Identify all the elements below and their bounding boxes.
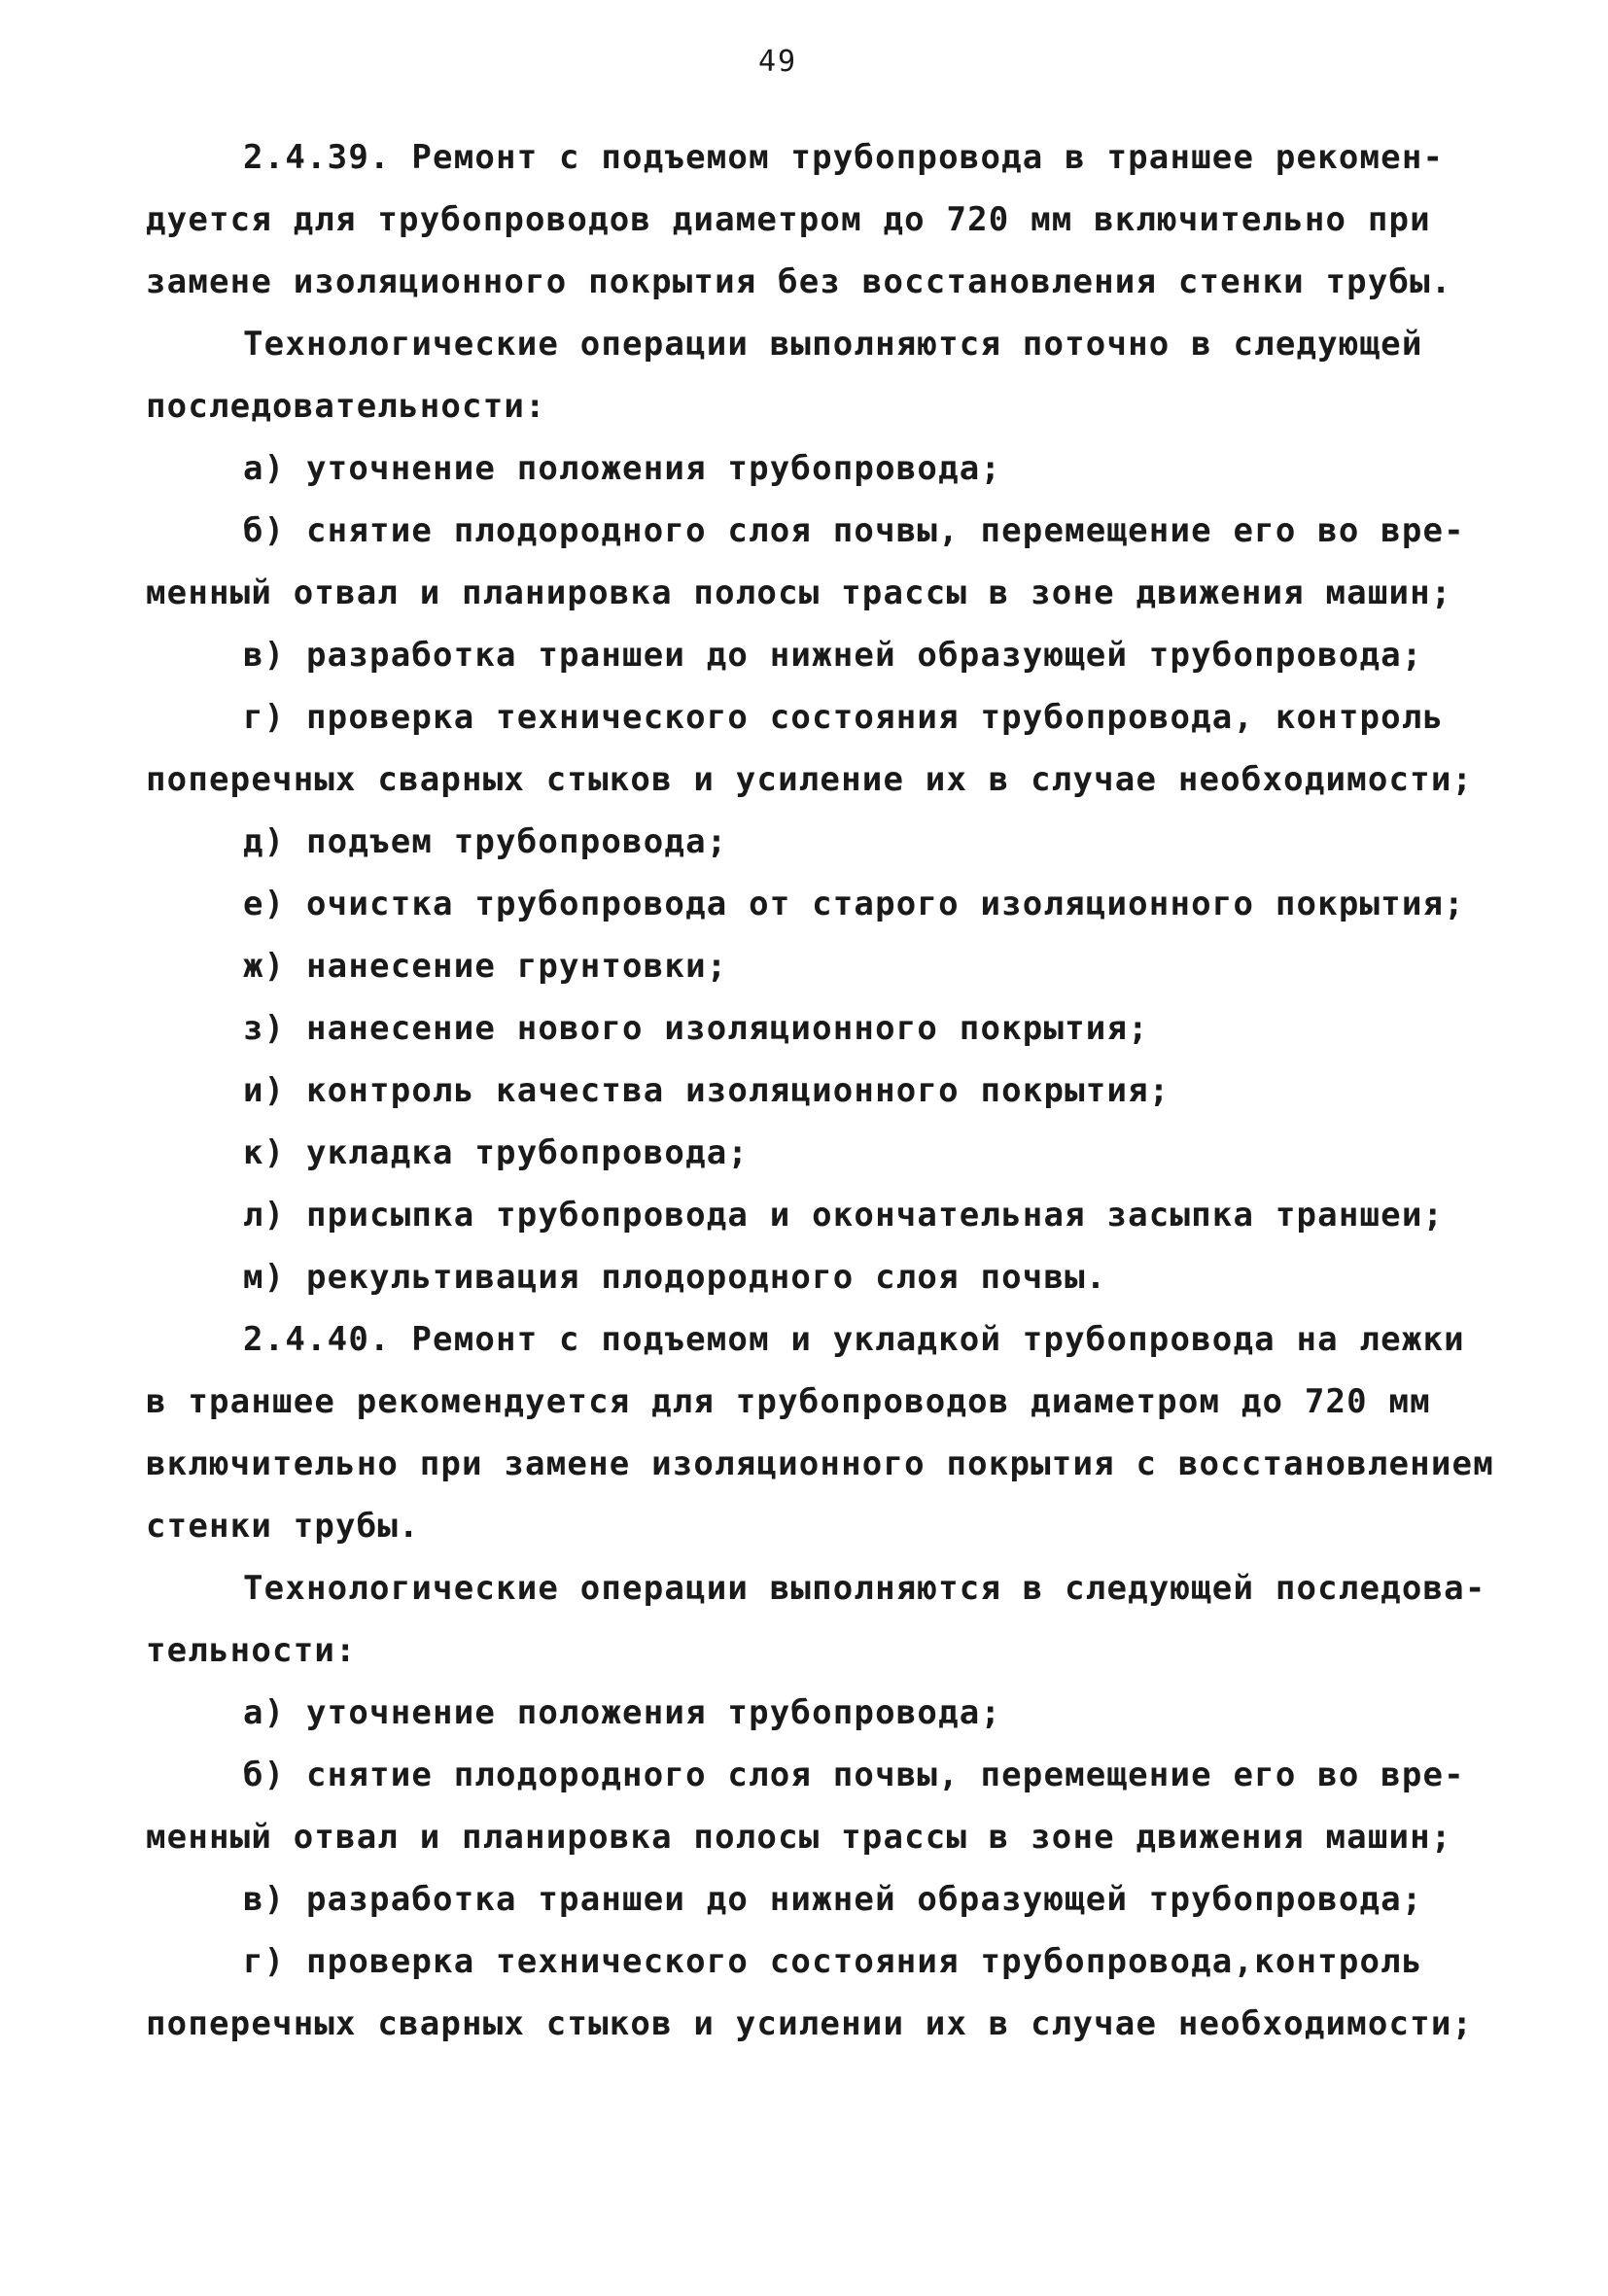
paragraph-line: тельности:: [146, 1631, 357, 1670]
paragraph-line: замене изоляционного покрытия без восстановления стенки трубы.: [146, 262, 1452, 301]
list-item: г) проверка технического состояния трубопровода, контроль: [243, 698, 1445, 737]
list-item-continuation: менный отвал и планировка полосы трассы в зоне движения машин;: [146, 574, 1452, 612]
list-item: а) уточнение положения трубопровода;: [243, 1693, 1002, 1732]
list-item: л) присыпка трубопровода и окончательная засыпка траншеи;: [243, 1196, 1445, 1235]
paragraph-line: 2.4.39. Ремонт с подъемом трубопровода в траншее рекомен-: [243, 138, 1445, 177]
list-item: м) рекультивация плодородного слоя почвы.: [243, 1258, 1107, 1297]
paragraph-line: 2.4.40. Ремонт с подъемом и укладкой трубопровода на лежки: [243, 1320, 1465, 1359]
list-item-continuation: менный отвал и планировка полосы трассы в зоне движения машин;: [146, 1818, 1452, 1857]
list-item-continuation: поперечных сварных стыков и усиление их в случае необходимости;: [146, 760, 1474, 799]
paragraph-line: последовательности:: [146, 387, 546, 426]
list-item: в) разработка траншеи до нижней образующей трубопровода;: [243, 636, 1423, 675]
paragraph-line: включительно при замене изоляционного покрытия с восстановлением: [146, 1444, 1494, 1483]
list-item: д) подъем трубопровода;: [243, 822, 728, 861]
list-item: а) уточнение положения трубопровода;: [243, 449, 1002, 488]
paragraph-line: Технологические операции выполняются поточно в следующей: [243, 325, 1423, 364]
list-item: в) разработка траншеи до нижней образующей трубопровода;: [243, 1880, 1423, 1919]
list-item: б) снятие плодородного слоя почвы, перемещение его во вре-: [243, 511, 1465, 550]
paragraph-line: Технологические операции выполняются в следующей последова-: [243, 1569, 1486, 1608]
list-item: б) снятие плодородного слоя почвы, перемещение его во вре-: [243, 1756, 1465, 1794]
list-item: к) укладка трубопровода;: [243, 1133, 750, 1172]
list-item: и) контроль качества изоляционного покрытия;: [243, 1071, 1171, 1110]
paragraph-line: дуется для трубопроводов диаметром до 720 мм включительно при: [146, 200, 1431, 239]
list-item-continuation: поперечных сварных стыков и усилении их в случае необходимости;: [146, 2004, 1474, 2043]
list-item: ж) нанесение грунтовки;: [243, 947, 728, 986]
list-item: е) очистка трубопровода от старого изоляционного покрытия;: [243, 885, 1465, 923]
list-item: г) проверка технического состояния трубопровода,контроль: [243, 1942, 1423, 1981]
paragraph-line: в траншее рекомендуется для трубопроводов диаметром до 720 мм: [146, 1382, 1431, 1421]
list-item: з) нанесение нового изоляционного покрытия;: [243, 1009, 1149, 1048]
page-number: 49: [758, 45, 798, 79]
paragraph-line: стенки трубы.: [146, 1507, 420, 1546]
